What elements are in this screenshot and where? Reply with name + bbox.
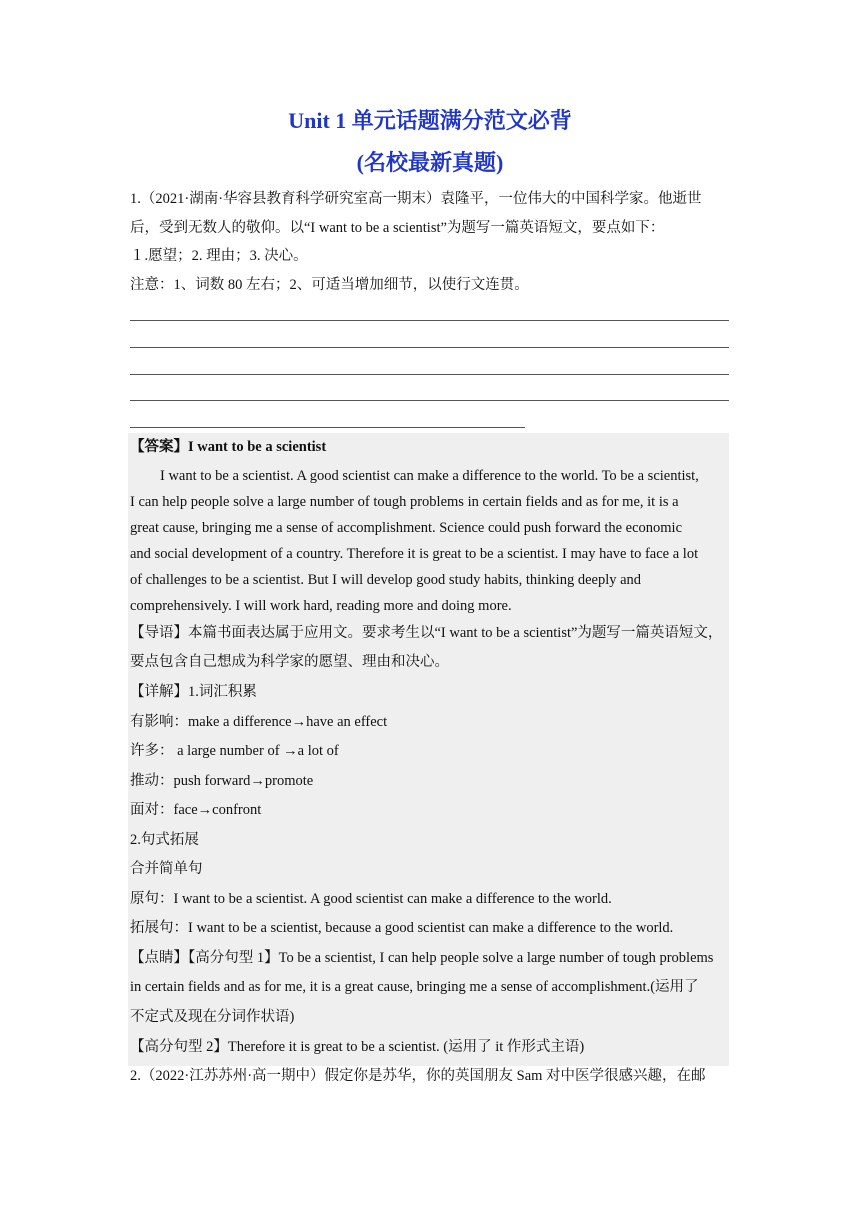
guide-line-1: 【导语】本篇书面表达属于应用文。要求考生以“I want to be a scientist”为题写一篇英语短文， xyxy=(130,625,723,641)
answer-text-line: great cause, bringing me a sense of accomplishment. Science could push forward the economic xyxy=(130,520,683,536)
highlight-line-1: 【点睛】【高分句型 1】To be a scientist, I can help people solve a large number of tough problems xyxy=(130,950,714,966)
question-1-line-1: 1.（2021·湖南·华容县教育科学研究室高一期末）袁隆平，一位伟大的中国科学家。他逝世 xyxy=(130,191,702,207)
sentence-heading: 2.句式拓展 xyxy=(130,832,199,848)
guide-line-2: 要点包含自己想成为科学家的愿望、理由和决心。 xyxy=(130,654,449,670)
answer-line xyxy=(130,320,729,321)
answer-text-line: and social development of a country. Therefore it is great to be a scientist. I may have to face a lot xyxy=(130,546,699,562)
vocab-item: 有影响：make a difference→have an effect xyxy=(130,714,388,730)
expanded-sentence: 拓展句：I want to be a scientist, because a good scientist can make a difference to the world. xyxy=(130,920,674,936)
vocab-item: 推动：push forward→promote xyxy=(130,773,314,789)
highlight-line-2: in certain fields and as for me, it is a great cause, bringing me a sense of accomplishment.(运用了 xyxy=(130,979,699,995)
merge-heading: 合并简单句 xyxy=(130,861,203,877)
vocab-item: 许多： a large number of →a lot of xyxy=(130,743,339,759)
question-1-line-2: 后，受到无数人的敬仰。以“I want to be a scientist”为题写一篇英语短文，要点如下： xyxy=(130,220,665,236)
answer-line xyxy=(130,427,525,428)
answer-line xyxy=(130,374,729,375)
answer-line xyxy=(130,347,729,348)
answer-text-line: I want to be a scientist. A good scientist can make a difference to the world. To be a scientist, xyxy=(160,468,699,484)
answer-text-line: I can help people solve a large number of tough problems in certain fields and as for me, it is a xyxy=(130,494,679,510)
answer-text-line: comprehensively. I will work hard, reading more and doing more. xyxy=(130,598,512,614)
original-sentence: 原句：I want to be a scientist. A good scientist can make a difference to the world. xyxy=(130,891,612,907)
question-2-line-1: 2.（2022·江苏苏州·高一期中）假定你是苏华，你的英国朋友 Sam 对中医学很感兴趣，在邮 xyxy=(130,1068,706,1084)
question-1-note: 注意：1、词数 80 左右；2、可适当增加细节，以使行文连贯。 xyxy=(130,277,529,293)
page-subtitle: (名校最新真题) xyxy=(356,150,504,175)
question-1-points: １.愿望；2. 理由；3. 决心。 xyxy=(130,248,308,264)
vocab-item: 面对：face→confront xyxy=(130,802,262,818)
highlight-line-4: 【高分句型 2】Therefore it is great to be a scientist. (运用了 it 作形式主语) xyxy=(130,1039,585,1055)
page-title: Unit 1 单元话题满分范文必背 xyxy=(288,108,572,133)
detail-label: 【详解】1.词汇积累 xyxy=(130,684,257,700)
highlight-line-3: 不定式及现在分词作状语) xyxy=(130,1009,295,1025)
answer-line xyxy=(130,400,729,401)
answer-label: 【答案】I want to be a scientist xyxy=(130,439,327,455)
answer-text-line: of challenges to be a scientist. But I will develop good study habits, thinking deeply and xyxy=(130,572,642,588)
